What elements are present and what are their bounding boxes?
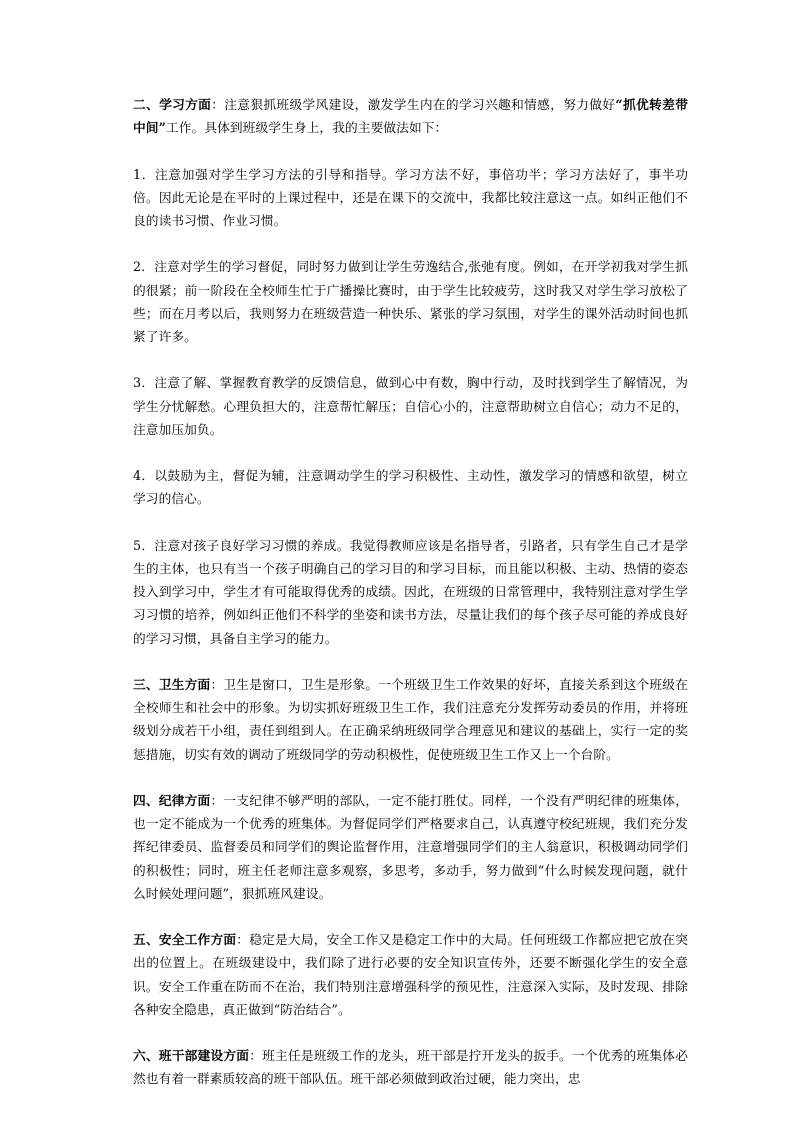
paragraph-text: 2．注意对学生的学习督促，同时努力做到让学生劳逸结合,张弛有度。例如，在开学初我对学生抓的很紧；前一阶段在全校师生忙于广播操比赛时，由于学生比较疲劳，这时我又对学生学习放松了些；而在月考以后，我则努力在班级营造一种快乐、紧张的学习氛围，对学生的课外活动时间也抓紧了许多。 xyxy=(133,259,688,344)
section-heading: 五、安全工作方面 xyxy=(133,932,237,948)
document-body xyxy=(133,93,688,1114)
section-heading: 四、纪律方面 xyxy=(133,792,211,808)
section-class-cadres xyxy=(133,1044,688,1090)
paragraph-text: 5．注意对孩子良好学习习惯的养成。我觉得教师应该是名指导者，引路者，只有学生自己才是学生的主体，也只有当一个孩子明确自己的学习目的和学习目标，而且能以积极、主动、热情的姿态投入到学习中，学生才有可能取得优秀的成绩。因此，在班级的日常管理中，我特别注意对学生学习习惯的培养，例如纠正他们不科学的坐姿和读书方法，尽量让我们的每个孩子尽可能的养成良好的学习习惯，具备自主学习的能力。 xyxy=(133,537,688,646)
section-heading: 三、卫生方面 xyxy=(133,676,211,692)
study-point-4 xyxy=(133,464,688,510)
section-heading: 六、班干部建设方面 xyxy=(133,1048,250,1064)
paragraph-text: ：注意狠抓班级学风建设，激发学生内在的学习兴趣和情感，努力做好 xyxy=(211,97,616,112)
section-safety xyxy=(133,928,688,1021)
paragraph-text: ：班主任是班级工作的龙头，班干部是拧开龙头的扳手。一个优秀的班集体必然也有着一群素质较高的班干部队伍。班干部必须做到政治过硬，能力突出，忠 xyxy=(133,1048,688,1087)
section-discipline xyxy=(133,789,688,905)
paragraph-text: ：卫生是窗口，卫生是形象。一个班级卫生工作效果的好坏，直接关系到这个班级在全校师生和社会中的形象。为切实抓好班级卫生工作，我们注意充分发挥劳动委员的作用，并将班级划分成若干小组，责任到组到人。在正确采纳班级同学合理意见和建议的基础上，实行一定的奖惩措施，切实有效的调动了班级同学的劳动积极性，促使班级卫生工作又上一个台阶。 xyxy=(133,676,688,762)
paragraph-text: ：稳定是大局，安全工作又是稳定工作中的大局。任何班级工作都应把它放在突出的位置上。在班级建设中，我们除了进行必要的安全知识宣传外，还要不断强化学生的安全意识。安全工作重在防而不在治，我们特别注意增强科学的预见性，注意深入实际，及时发现、排除各种安全隐患，真正做到“防治结合”。 xyxy=(133,932,688,1017)
bold-phrase: “抓优转差带中间” xyxy=(133,97,688,136)
paragraph-text: 4．以鼓励为主，督促为辅，注意调动学生的学习积极性、主动性，激发学习的情感和欲望，树立学习的信心。 xyxy=(133,468,688,507)
section-study xyxy=(133,93,688,139)
paragraph-text: 3．注意了解、掌握教育教学的反馈信息，做到心中有数，胸中行动，及时找到学生了解情况，为学生分忧解愁。心理负担大的，注意帮忙解压；自信心小的，注意帮助树立自信心；动力不足的，注意加压加负。 xyxy=(133,375,688,437)
section-heading: 二、学习方面 xyxy=(133,97,212,112)
study-point-1 xyxy=(133,163,688,233)
paragraph-text: 1．注意加强对学生学习方法的引导和指导。学习方法不好，事倍功半；学习方法好了，事半功倍。因此无论是在平时的上课过程中，还是在课下的交流中，我都比较注意这一点。如纠正他们不良的读书习惯、作业习惯。 xyxy=(133,166,688,228)
study-point-3 xyxy=(133,371,688,441)
study-point-5 xyxy=(133,534,688,650)
section-hygiene xyxy=(133,673,688,766)
study-point-2 xyxy=(133,255,688,348)
paragraph-text: 工作。具体到班级学生身上，我的主要做法如下： xyxy=(165,120,448,136)
paragraph-text: ：一支纪律不够严明的部队，一定不能打胜仗。同样，一个没有严明纪律的班集体，也一定不能成为一个优秀的班集体。为督促同学们严格要求自己，认真遵守校纪班规，我们充分发挥纪律委员、监督委员和同学们的舆论监督作用，注意增强同学们的主人翁意识，积极调动同学们的积极性；同时，班主任老师注意多观察，多思考，多动手，努力做到“什么时候发现问题，就什么时候处理问题”，狠抓班风建设。 xyxy=(133,792,688,901)
